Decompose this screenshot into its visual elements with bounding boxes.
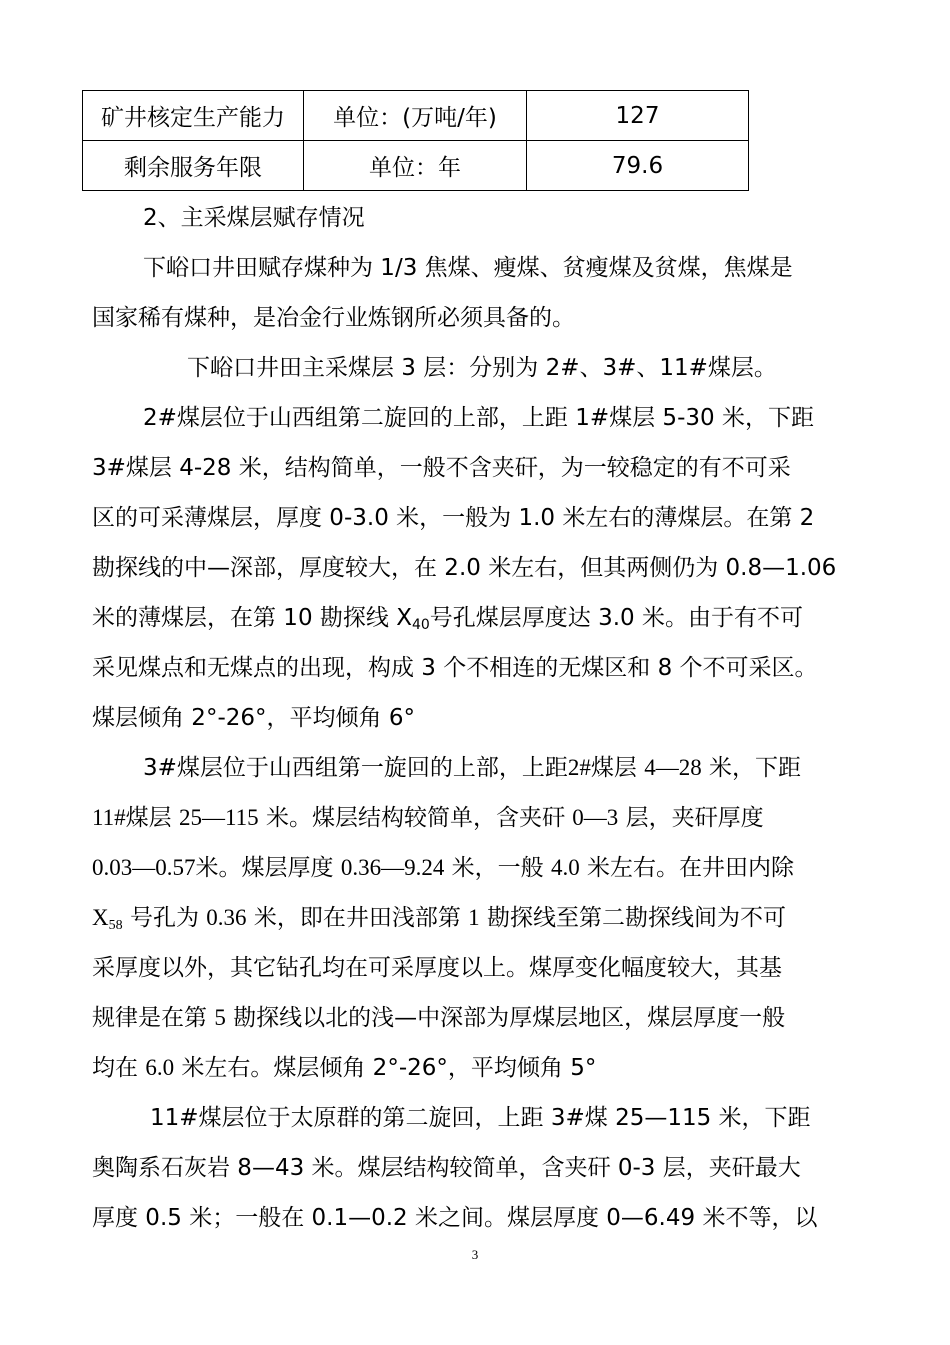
- text-span: 煤层: [125, 805, 172, 831]
- text-span: 勘探线至第二勘探线间为不可: [486, 905, 786, 931]
- text-span: 0.36—9.24: [340, 855, 445, 880]
- text-span: X: [92, 905, 109, 930]
- text-span: 米左右。在井田内除: [587, 855, 794, 881]
- text-span: 4—28: [644, 755, 702, 780]
- text-span: 25—115: [178, 805, 259, 830]
- text-span: 米，下距: [709, 755, 802, 781]
- paragraph-line: 厚度 0.5 米；一般在 0.1—0.2 米之间。煤层厚度 0—6.49 米不等，以: [92, 1205, 818, 1231]
- paragraph-line: 3#煤层 4-28 米，结构简单，一般不含夹矸，为一较稳定的有不可采: [92, 455, 791, 481]
- text-span: 2#: [567, 755, 591, 780]
- text-span: 1: [468, 905, 480, 930]
- text-span: 号孔煤层厚度达 3.0 米。由于有不可: [429, 605, 803, 631]
- text-span: 11#: [92, 805, 126, 830]
- text-span: 煤层: [590, 755, 637, 781]
- table-cell-name: 矿井核定生产能力: [83, 91, 304, 141]
- paragraph-line: [92, 803, 764, 833]
- text-span: 号孔为: [129, 905, 199, 931]
- paragraph-line: [92, 1003, 785, 1033]
- paragraph-line: [92, 603, 803, 633]
- subscript: 40: [411, 617, 430, 633]
- paragraph-line: [143, 753, 801, 783]
- paragraph-line: 区的可采薄煤层，厚度 0-3.0 米，一般为 1.0 米左右的薄煤层。在第 2: [92, 505, 815, 531]
- table-cell-name: 剩余服务年限: [83, 141, 304, 191]
- paragraph-line: 2#煤层位于山西组第二旋回的上部，上距 1#煤层 5-30 米，下距: [143, 405, 814, 431]
- text-span: 米。煤层结构较简单，含夹矸: [265, 805, 565, 831]
- text-span: 5: [214, 1005, 226, 1030]
- table-cell-value: 79.6: [527, 141, 749, 191]
- mine-info-table: [82, 90, 749, 191]
- text-span: 勘探线以北的浅—中深部为厚煤层地区，煤层厚度一般: [233, 1005, 786, 1031]
- table-cell-value: 127: [527, 91, 749, 141]
- paragraph-line: 勘探线的中—深部，厚度较大，在 2.0 米左右，但其两侧仍为 0.8—1.06: [92, 555, 837, 581]
- text-span: 0.03—0.57: [92, 855, 196, 880]
- text-span: 米的薄煤层，在第 10 勘探线 X: [92, 605, 412, 631]
- subscript: 58: [108, 918, 123, 933]
- text-span: 6.0: [145, 1055, 175, 1080]
- paragraph-line: 采厚度以外，其它钻孔均在可采厚度以上。煤厚变化幅度较大，其基: [92, 955, 782, 981]
- text-span: 均在: [92, 1055, 138, 1081]
- paragraph-line: [92, 1053, 596, 1083]
- paragraph-line: 下峪口井田主采煤层 3 层：分别为 2#、3#、11#煤层。: [187, 355, 777, 381]
- table-row: [83, 91, 749, 141]
- section-heading: 2、主采煤层赋存情况: [143, 205, 365, 231]
- text-span: 4.0: [550, 855, 580, 880]
- text-span: 规律是在第: [92, 1005, 207, 1031]
- paragraph-line: [92, 853, 794, 883]
- table-row: [83, 141, 749, 191]
- paragraph-line: 下峪口井田赋存煤种为 1/3 焦煤、瘦煤、贫瘦煤及贫煤，焦煤是: [143, 255, 793, 281]
- table-cell-unit: 单位：年: [304, 141, 527, 191]
- text-span: 米。煤层厚度: [195, 855, 334, 881]
- text-span: 0—3: [572, 805, 619, 830]
- page-number: 3: [471, 1247, 479, 1262]
- text-span: 3#煤层位于山西组第一旋回的上部，上距: [143, 755, 568, 781]
- paragraph-line: 奥陶系石灰岩 8—43 米。煤层结构较简单，含夹矸 0-3 层，夹矸最大: [92, 1155, 801, 1181]
- paragraph-line: 11#煤层位于太原群的第二旋回，上距 3#煤 25—115 米，下距: [150, 1105, 811, 1131]
- paragraph-line: [92, 903, 786, 933]
- text-span: 米左右。煤层倾角 2°-26°，平均倾角 5°: [181, 1055, 597, 1081]
- text-span: 米，一般: [451, 855, 544, 881]
- text-span: 层，夹矸厚度: [625, 805, 764, 831]
- text-span: 米，即在井田浅部第: [253, 905, 461, 931]
- text-span: 0.36: [206, 905, 247, 930]
- paragraph-line: 采见煤点和无煤点的出现，构成 3 个不相连的无煤区和 8 个不可采区。: [92, 655, 818, 681]
- table-cell-unit: 单位：(万吨/年): [304, 91, 527, 141]
- paragraph-line: 国家稀有煤种，是冶金行业炼钢所必须具备的。: [92, 305, 575, 331]
- paragraph-line: 煤层倾角 2°-26°，平均倾角 6°: [92, 705, 415, 731]
